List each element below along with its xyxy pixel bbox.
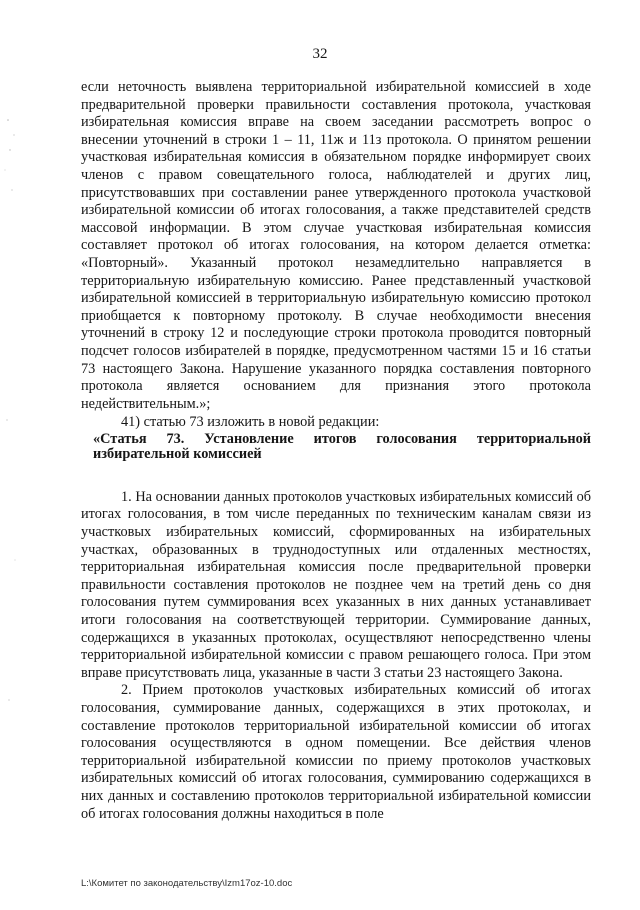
- paragraph-article-73-part-1: 1. На основании данных протоколов участковых избирательных комиссий об итогах голосования, в том числе переданных по техническим каналам связи из участковых избирательных комиссий, сформированных на избирательных участках, образованных в труднодоступных или отдаленных местностях, территориальная избирательная комиссия после предварительной проверки правильности составления протоколов не позднее чем на третий день со дня голосования путем суммирования всех указанных в них данных устанавливает итоги голосования на соответствующей территории. Суммирование данных, содержащихся в указанных протоколах, осуществляют непосредственно члены территориальной избирательной комиссии с правом решающего голоса. При этом вправе присутствовать лица, указанные в части 3 статьи 23 настоящего Закона.: [81, 488, 591, 681]
- paragraph-article-73-part-2: 2. Прием протоколов участковых избирательных комиссий об итогах голосования, суммирование данных, содержащихся в этих протоколах, и составление протоколов территориальной избирательной комиссии об итогах голосования осуществляются в одном помещении. Все действия членов территориальной избирательной комиссии по приему протоколов участковых избирательных комиссий об итогах голосования, суммированию содержащихся в них данных и составлению протоколов территориальной избирательной комиссии об итогах голосования должны находиться в поле: [81, 682, 591, 822]
- footer-file-path: L:\Комитет по законодательству\Izm17oz-10.doc: [81, 878, 293, 889]
- document-body: [81, 79, 591, 823]
- scan-edge-noise: [0, 0, 40, 905]
- page-number: 32: [312, 46, 328, 62]
- article-73-heading: «Статья 73. Установление итогов голосования территориальной избирательной комиссией: [93, 430, 591, 462]
- spacer: [81, 462, 591, 489]
- paragraph-continuation: если неточность выявлена территориальной избирательной комиссией в ходе предварительной проверки правильности составления протокола, участковая избирательная комиссия вправе на своем заседании рассмотреть вопрос о внесении уточнений в строки 1 – 11, 11ж и 11з протокола. О принятом решении участковая избирательная комиссия в обязательном порядке информирует своих членов с правом совещательного голоса, наблюдателей и других лиц, присутствовавших при составлении ранее утвержденного протокола участковой избирательной комиссии об итогах голосования, а также представителей средств массовой информации. В этом случае участковая избирательная комиссия составляет протокол об итогах голосования, на котором делается отметка: «Повторный». Указанный протокол незамедлительно направляется в территориальную избирательную комиссию. Ранее представленный участковой избирательной комиссией в территориальную избирательную комиссию протокол приобщается к повторному протоколу. В случае необходимости внесения уточнений в строку 12 и последующие строки протокола проводится повторный подсчет голосов избирателей в порядке, предусмотренном частями 15 и 16 статьи 73 настоящего Закона. Нарушение указанного порядка составления повторного протокола является основанием для признания этого протокола недействительным.»;: [81, 79, 591, 412]
- paragraph-amendment-41: 41) статью 73 изложить в новой редакции:: [121, 414, 380, 431]
